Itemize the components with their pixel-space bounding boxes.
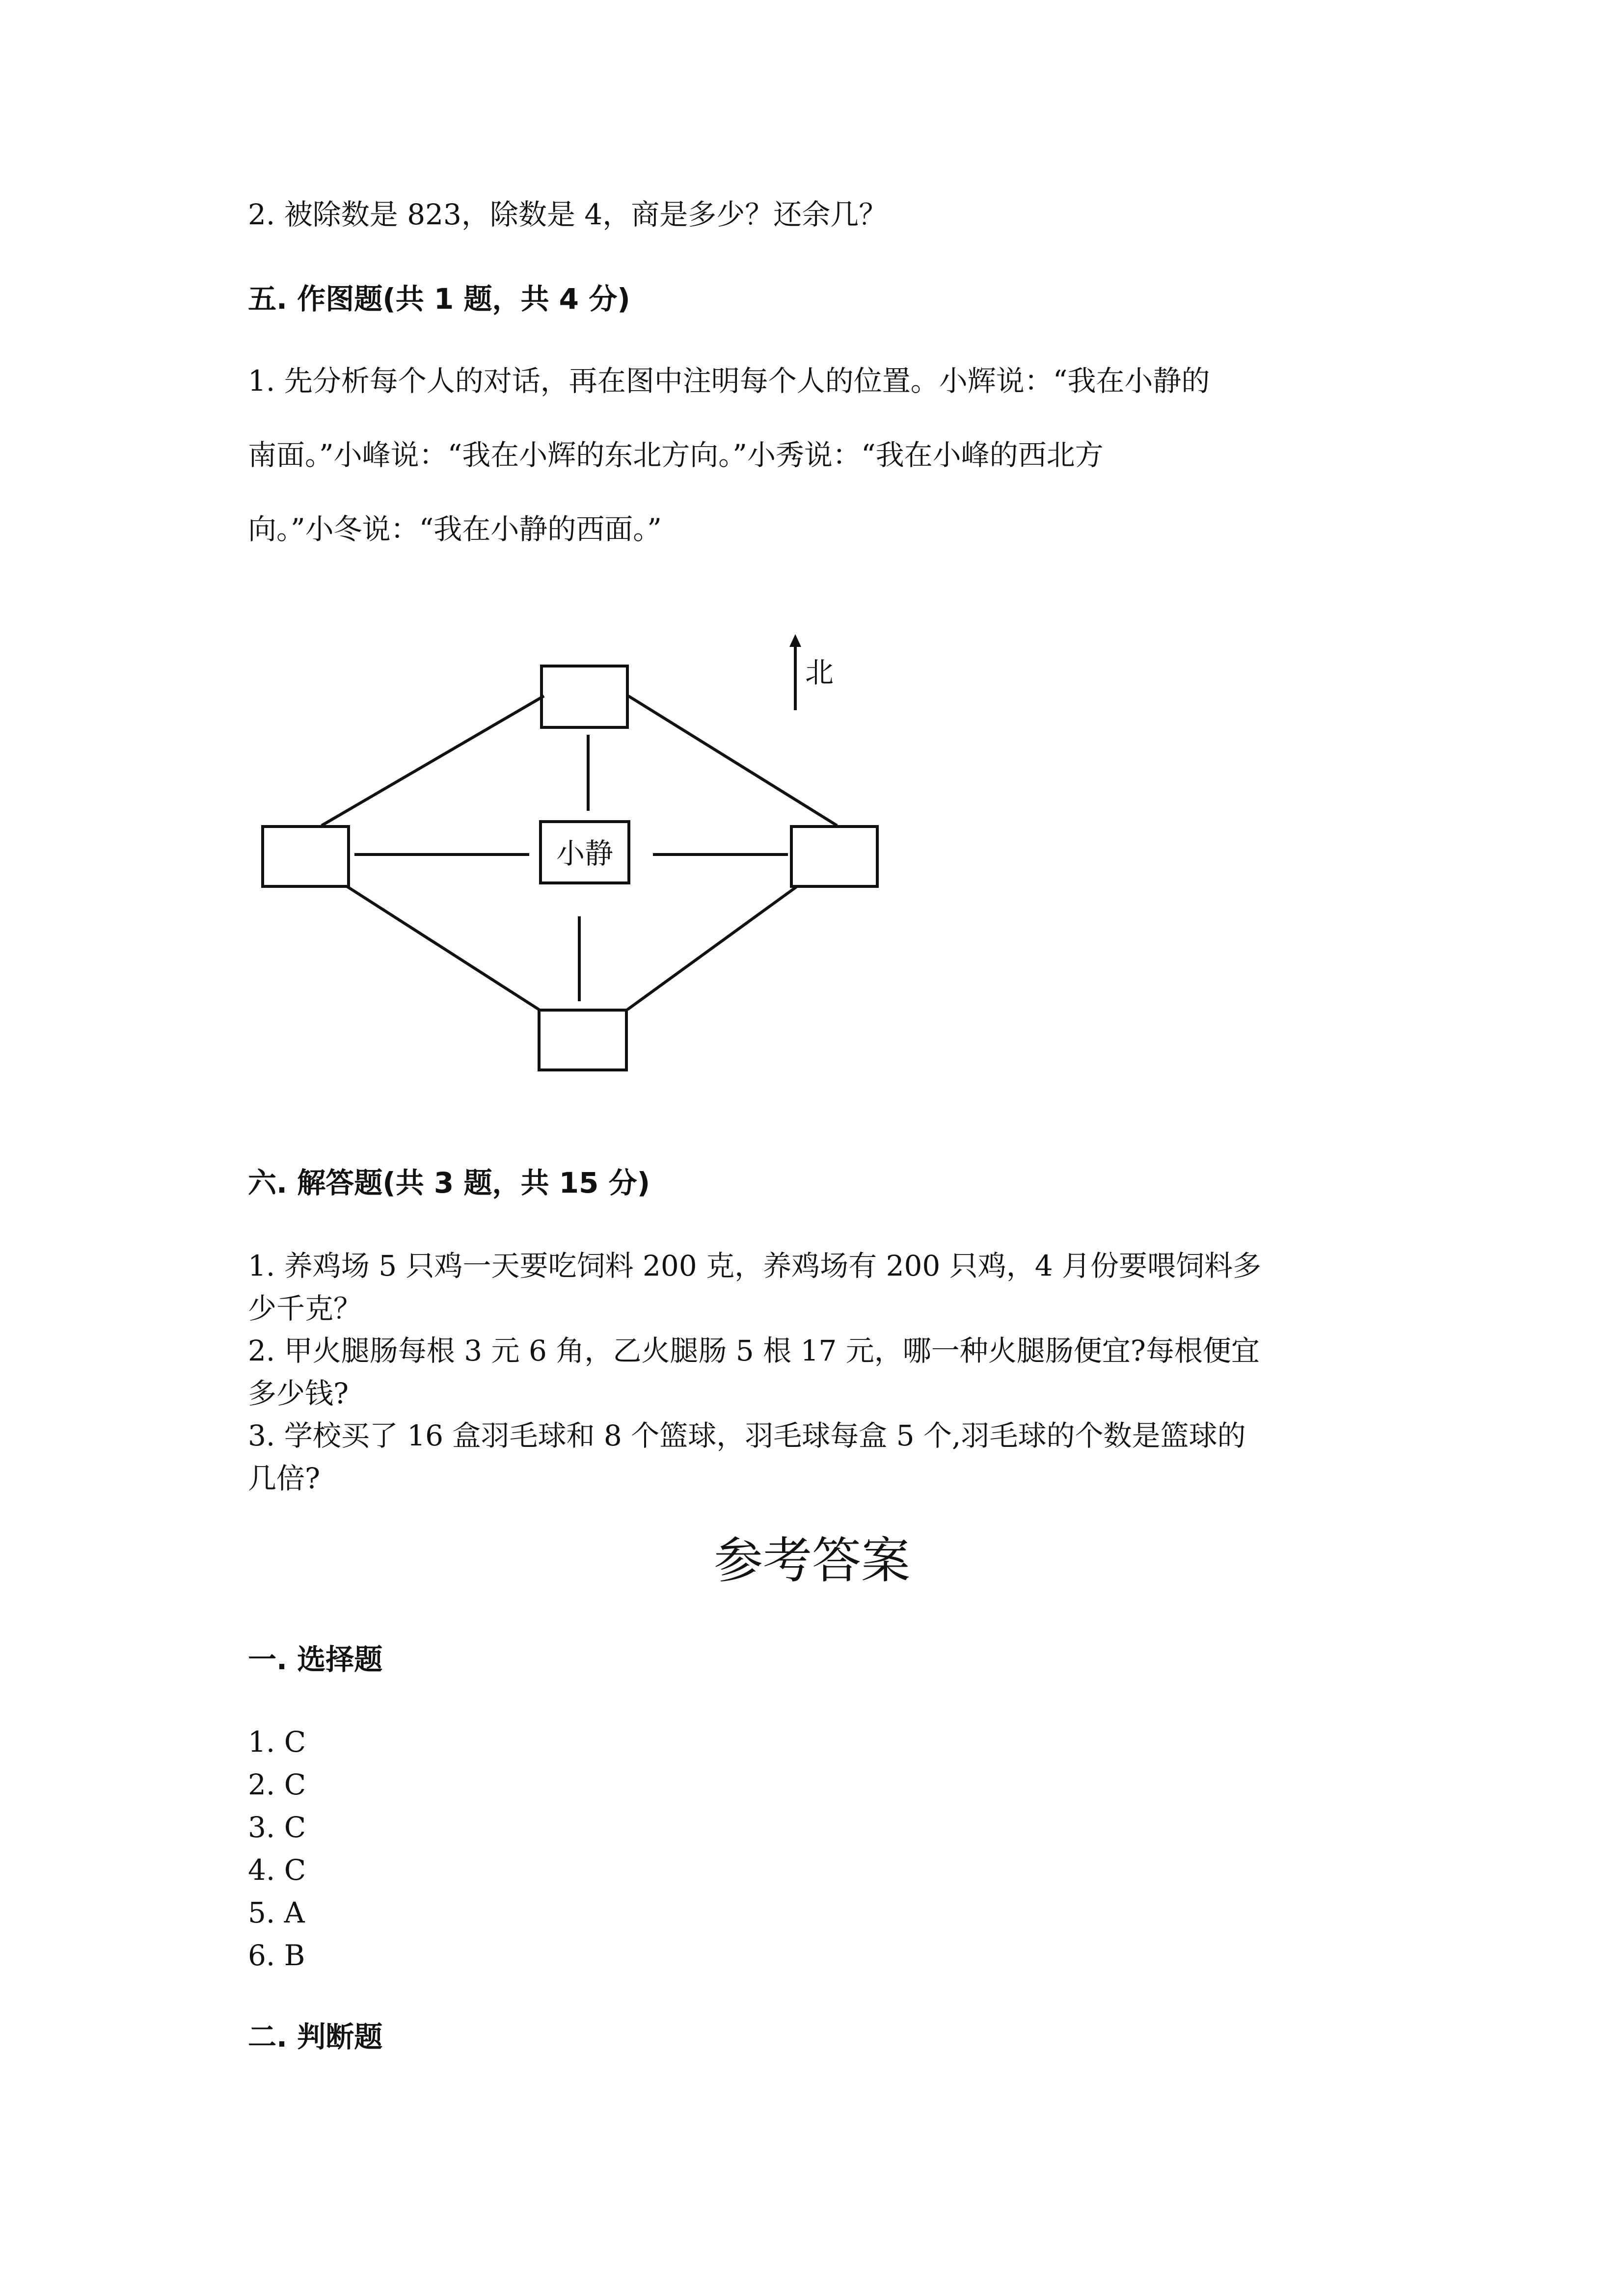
section-5-q1-line-3: 向。”小冬说：“我在小静的西面。” [248, 512, 662, 546]
section-5-heading: 五. 作图题(共 1 题，共 4 分) [248, 282, 630, 316]
box-left [263, 827, 349, 886]
section-5-q1-line-1: 1. 先分析每个人的对话，再在图中注明每个人的位置。小辉说：“我在小静的 [248, 364, 1210, 398]
section-6-line-1: 1. 养鸡场 5 只鸡一天要吃饲料 200 克，养鸡场有 200 只鸡，4 月份要喂饲料多 [248, 1249, 1262, 1282]
north-arrow-head [789, 634, 801, 647]
box-bottom [539, 1010, 626, 1070]
answers-part-1-heading: 一. 选择题 [248, 1643, 383, 1676]
answers-title: 参考答案 [714, 1532, 910, 1589]
section-6-line-2: 少千克？ [248, 1292, 362, 1325]
edge-right-bottom [627, 886, 798, 1010]
box-center [541, 822, 629, 883]
north-label: 北 [805, 656, 834, 689]
section-6-line-5: 3. 学校买了 16 盒羽毛球和 8 个篮球，羽毛球每盒 5 个,羽毛球的个数是篮球的 [248, 1419, 1246, 1452]
box-top [541, 666, 627, 727]
section-5-q1-line-2: 南面。”小峰说：“我在小辉的东北方向。”小秀说：“我在小峰的西北方 [248, 438, 1104, 472]
answer-item-6: 6. B [248, 1939, 305, 1972]
section-6-line-6: 几倍? [248, 1462, 321, 1495]
answers-part-2-heading: 二. 判断题 [248, 2020, 383, 2054]
answer-item-5: 5. A [248, 1896, 305, 1929]
answer-item-2: 2. C [248, 1768, 306, 1801]
box-right [791, 827, 877, 886]
section-6-line-4: 多少钱? [248, 1377, 349, 1410]
answer-item-4: 4. C [248, 1853, 306, 1887]
edge-left-top [322, 696, 544, 826]
center-label: 小静 [556, 837, 614, 870]
question-2-text: 2. 被除数是 823，除数是 4，商是多少？还余几？ [248, 198, 888, 231]
edge-top-right [628, 696, 837, 826]
answer-item-3: 3. C [248, 1811, 306, 1844]
section-6-line-3: 2. 甲火腿肠每根 3 元 6 角，乙火腿肠 5 根 17 元，哪一种火腿肠便宜?每根便宜 [248, 1334, 1260, 1367]
section-6-heading: 六. 解答题(共 3 题，共 15 分) [248, 1166, 650, 1200]
edge-left-bottom [346, 886, 539, 1010]
answer-item-1: 1. C [248, 1725, 306, 1759]
